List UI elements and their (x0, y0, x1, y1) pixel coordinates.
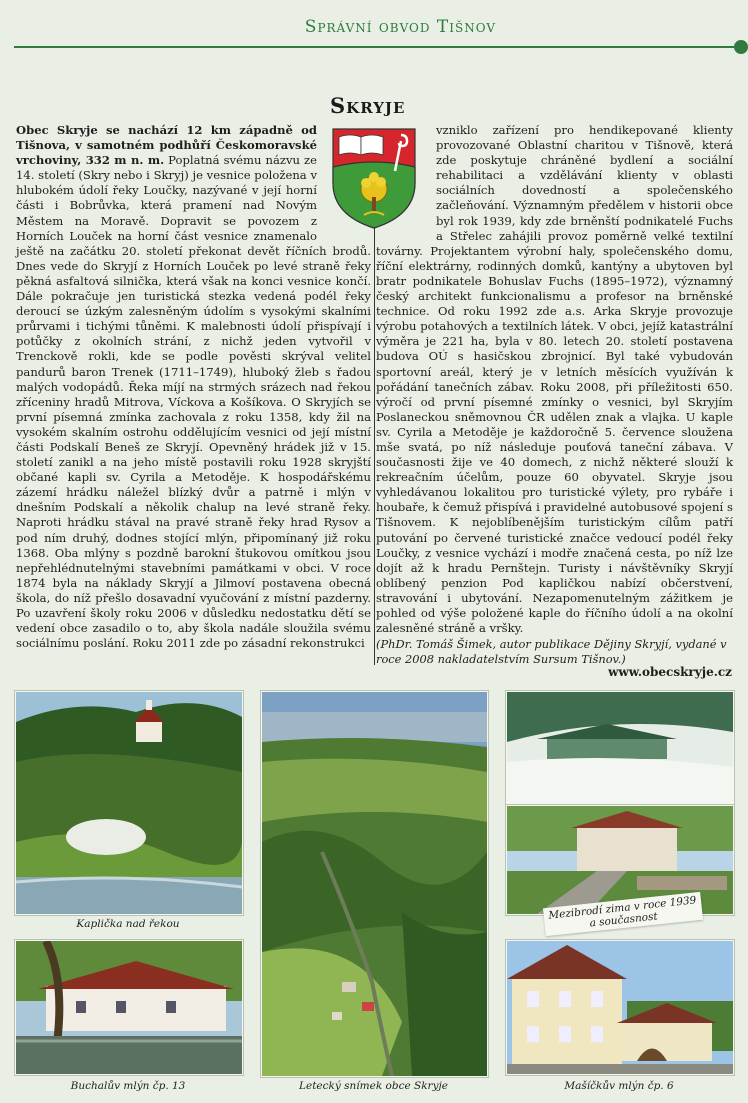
photo-chapel (15, 691, 243, 915)
article-left-text: Poplatná svému názvu ze 14. století (Skry nebo i Skryj) je vesnice položena v hlubokém údolí řeky Loučky, nazývané v její horní části i Bobrůvka, která pramení nad Novým Městem na Moravě. Dopravit se povozem z Horních Louček na horní část vesnice znamenalo ještě na začátku 20. století překonat devět říčních brodů. Dnes vede do Skryjí z Horních Louček po levé straně řeky pěkná asfaltová silnička, která však na konci vesnice končí. Dále pokračuje jen turistická stezka vedená podél řeky deroucí se úzkým zalesněným údolím s vysokými skalními průrvami i tichými tůněmi. K malebnosti údolí přispívají i potůčky z okolních strání, z nichž jeden vytvořil v Trenckově rokli, kde se podle pověsti skrýval velitel pandurů baron Trenek (1711–1749), hluboký žleb s řadou malých vodopádů. Řeka míjí na strmých srázech nad řekou zříceniny hradů Mitrova, Víckova a Košíkova. O Skryjích se první písemná zmínka zachovala z roku 1358, kdy žil na vysokém skalním ostrohu oddělujícím vesnici od její místní části Podskalí Beneš ze Skryjí. Opevněný hrádek již v 15. století zanikl a na jeho místě postavili roku 1928 skryjští občané kapli sv. Cyrila a Metoděje. K hospodářskému zázemí hrádku náležel blízký dvůr a patrně i mlýn v dnešním Podskalí a několik chalup na levé straně řeky. Naproti hrádku stával na pravé straně řeky hrad Rysov a pod ním druhý, dodnes stojící mlýn, připomínaný již roku 1368. Oba mlýny s pozdně barokní štukovou omítkou jsou nepřehlédnutelnými stavebními památkami v obci. V roce 1874 byla na náklady Skryjí a Jilmoví postavena obecná škola, do níž přešlo dosavadní vyučování z místní pazderny. Po uzavření školy roku 2006 v důsledku nedostatku dětí se vedení obce zasadilo o to, aby škola nadále sloužila svému sociálnímu poslání. Roku 2011 zde po zásadní rekonstrukci (16, 153, 371, 651)
photo-mezibrodi-1939 (506, 691, 734, 807)
photo-aerial (261, 691, 488, 1077)
caption-aerial: Letecký snímek obce Skryje (299, 1080, 448, 1092)
column-divider (374, 227, 375, 665)
header-ornament (734, 40, 748, 54)
photo-buchaluv-mill (15, 940, 243, 1075)
caption-chapel: Kaplička nad řekou (76, 918, 180, 930)
article-signature: (PhDr. Tomáš Šimek, autor publikace Dějiny Skryjí, vydané v roce 2008 nakladatelstvím Sursum Tišnov.) (376, 637, 727, 667)
header-rule (14, 46, 734, 48)
photo-masickuv-mill (506, 940, 734, 1075)
section-header: Správní obvod Tišnov (304, 17, 496, 37)
caption-masickuv-mill: Mašíčkův mlýn čp. 6 (564, 1080, 674, 1092)
article-right-column (376, 123, 733, 667)
article-title: Skryje (330, 93, 406, 118)
article-right-text: vzniklo zařízení pro hendikepované klienty provozované Oblastní charitou v Tišnově, která zde poskytuje chráněné bydlení a sociální rehabilitaci a vzdělávání klienty v oblasti sociálních dovedností a společenského začleňování. Významným předělem v historii obce byl rok 1939, kdy zde brněnští podnikatelé Fuchs a Střelec zahájili provoz poměrně velké textilní továrny. Projektantem výrobní haly, společenského domu, říční elektrárny, rodinných domků, kantýny a ubytoven byl bratr podnikatele Bohuslav Fuchs (1895–1972), významný český architekt funkcionalismu a profesor na brněnské technice. Od roku 1992 zde a.s. Arka Skryje provozuje výrobu potahových a textilních látek. V obci, jejíž katastrální výměra je 221 ha, byla v 80. letech 20. století postavena budova OÚ s hasičskou zbrojnicí. Byl také vybudován sportovní areál, který je v letních měsících využíván k pořádání tanečních zábav. Roku 2008, při příležitosti 650. výročí od první písemné zmínky o vesnici, byl Skryjím Poslaneckou sněmovnou ČR udělen znak a vlajka. U kaple sv. Cyrila a Metoděje je každoročně 5. července sloužena mše svatá, po níž následuje pouťová taneční zábava. V současnosti žije ve 40 domech, z nichž některé slouží k rekreačním účelům, pouze 60 obyvatel. Skryje jsou vyhledávanou lokalitou pro turistické výlety, pro rybáře i houbaře, k čemuž přispívá i pravidelné autobusové spojení s Tišnovem. K nejoblíbenějším turistickým cílům patří putování po červené turistické značce vedoucí podél řeky Loučky, z vesnice vychází i modře značená cesta, po níž lze dojít až k hradu Pernštejn. Turisty i návštěvníky Skryjí oblíbený penzion Pod kapličkou nabízí občerstvení, stravování i ubytování. Nezapomenutelným zážitkem je pohled od výše položené kaple do říčního údolí a na okolní zalesněné stráně a vršky. (376, 123, 733, 636)
crest-spacer (321, 123, 371, 239)
website-link[interactable]: www.obecskryje.cz (608, 665, 732, 679)
crest-spacer-right (376, 123, 432, 239)
caption-buchaluv-mill: Buchalův mlýn čp. 13 (70, 1080, 186, 1092)
article-lead: Obec Skryje se nachází 12 km západně od Tišnova, v samotném podhůří Českomoravské vrchoviny, 332 m n. m. (16, 123, 317, 168)
article-left-column (16, 123, 371, 651)
caption-mezibrodi: Mezibrodí zima v roce 1939 a současnost (543, 892, 703, 936)
